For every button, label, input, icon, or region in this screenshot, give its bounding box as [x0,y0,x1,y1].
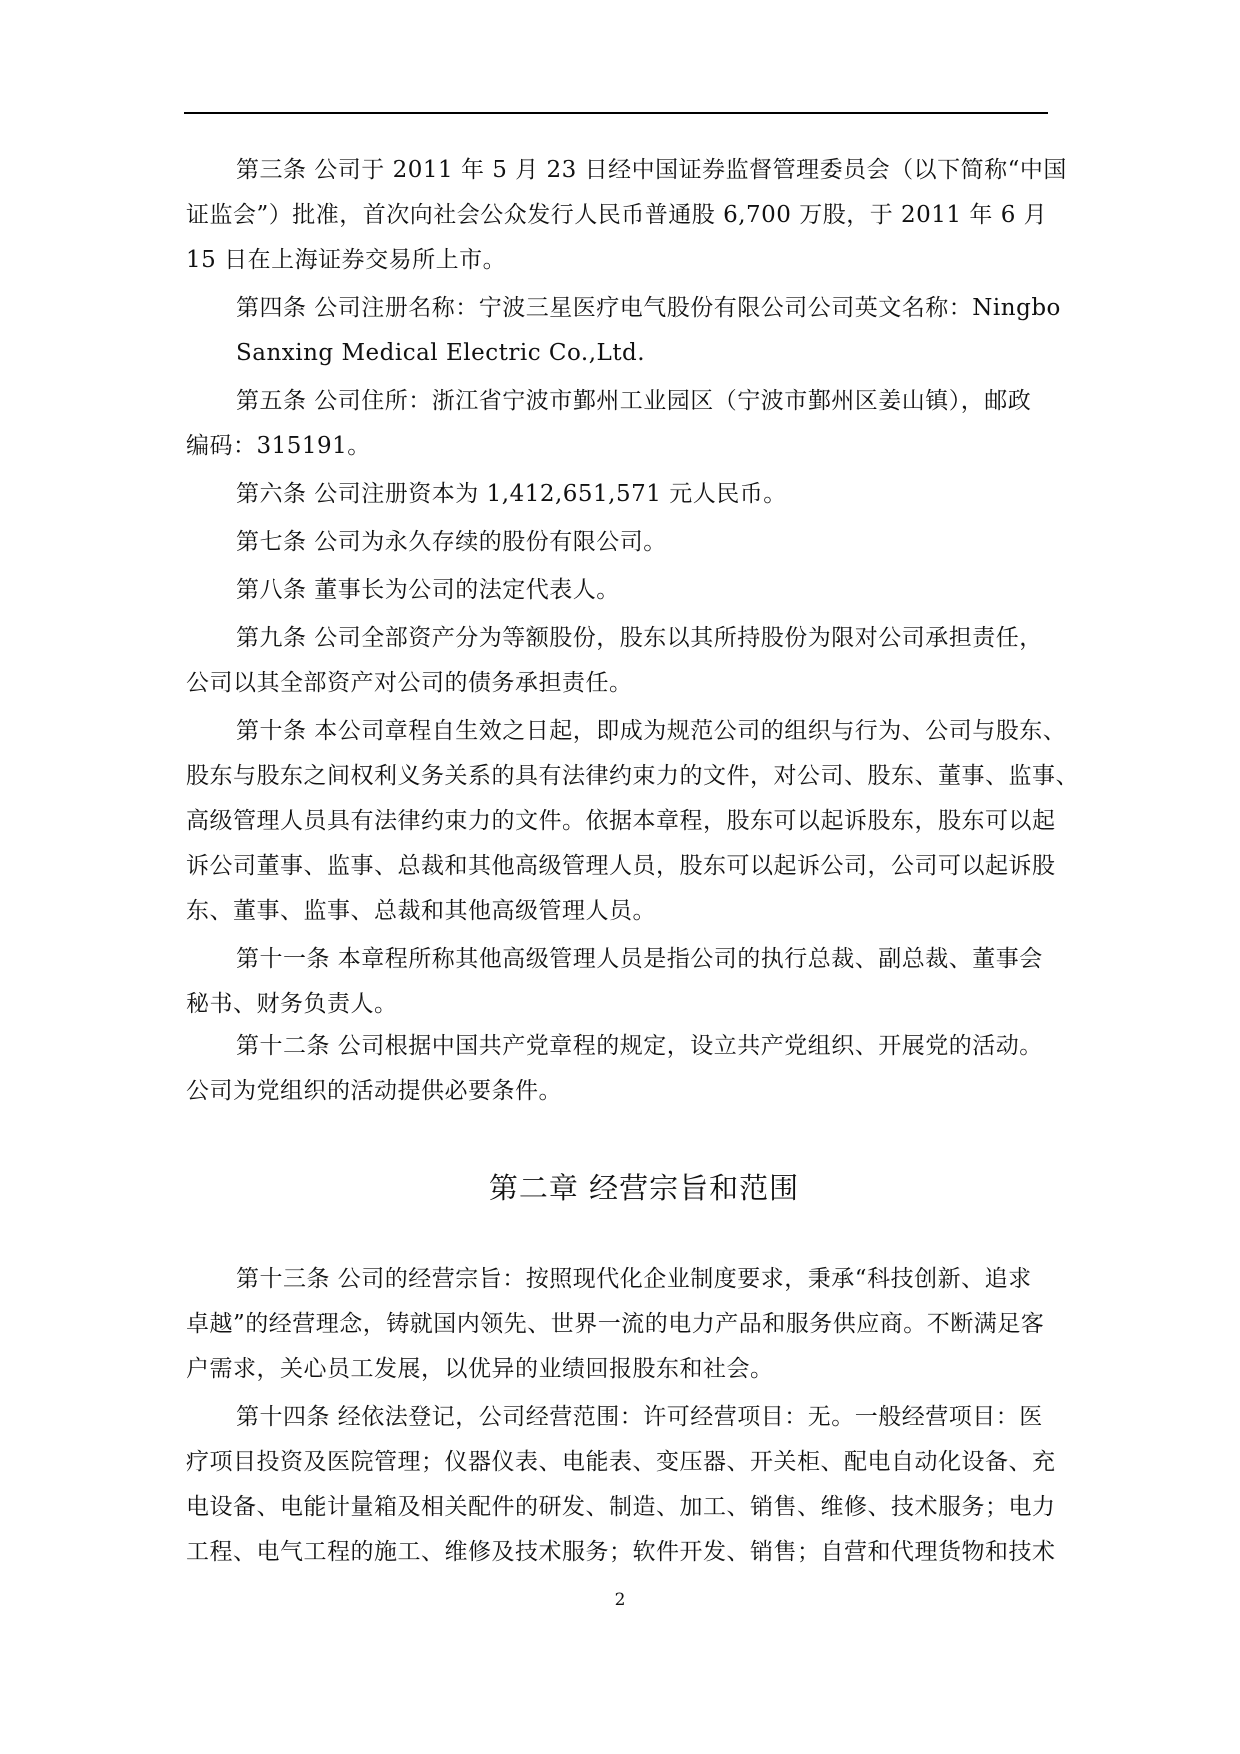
article-line: 第九条 公司全部资产分为等额股份，股东以其所持股份为限对公司承担责任， [236,625,1043,651]
article-line: 第十二条 公司根据中国共产党章程的规定，设立共产党组织、开展党的活动。 [236,1033,1043,1059]
document-body [186,148,1102,1578]
article-paragraph [186,1024,1102,1114]
article-line: 公司为党组织的活动提供必要条件。 [186,1078,562,1104]
article-paragraph [186,520,1102,565]
article-line: 第十条 本公司章程自生效之日起，即成为规范公司的组织与行为、公司与股东、 [236,718,1067,744]
article-line: 秘书、财务负责人。 [186,991,398,1017]
article-line: 第十一条 本章程所称其他高级管理人员是指公司的执行总裁、副总裁、董事会 [236,946,1043,972]
article-line: 高级管理人员具有法律约束力的文件。依据本章程，股东可以起诉股东，股东可以起 [186,808,1056,834]
article-line: 第三条 公司于 2011 年 5 月 23 日经中国证券监督管理委员会（以下简称“中国 [236,157,1067,183]
article-line: 户需求，关心员工发展，以优异的业绩回报股东和社会。 [186,1356,774,1382]
article-paragraph [186,379,1102,469]
article-paragraph [186,1395,1102,1575]
article-line: 公司以其全部资产对公司的债务承担责任。 [186,670,633,696]
article-line: 股东与股东之间权利义务关系的具有法律约束力的文件，对公司、股东、董事、监事、 [186,763,1079,789]
article-line: 第五条 公司住所：浙江省宁波市鄞州工业园区（宁波市鄞州区姜山镇），邮政 [236,388,1032,414]
article-paragraph [186,472,1102,517]
article-paragraph [186,937,1102,1027]
article-line: 工程、电气工程的施工、维修及技术服务；软件开发、销售；自营和代理货物和技术 [186,1539,1056,1565]
article-line: 15 日在上海证券交易所上市。 [186,247,507,273]
article-paragraph [186,148,1102,283]
article-paragraph [186,568,1102,613]
articles-section-1 [186,148,1102,1114]
article-line: 东、董事、监事、总裁和其他高级管理人员。 [186,898,656,924]
article-line: 第六条 公司注册资本为 1,412,651,571 元人民币。 [236,481,787,507]
article-line: 第八条 董事长为公司的法定代表人。 [236,577,620,603]
article-line: 第十三条 公司的经营宗旨：按照现代化企业制度要求，秉承“科技创新、追求 [236,1266,1032,1292]
articles-section-2 [186,1257,1102,1575]
article-line: 证监会”）批准，首次向社会公众发行人民币普通股 6,700 万股，于 2011 年 6 月 [186,202,1048,228]
article-paragraph [186,709,1102,934]
article-line: 第十四条 经依法登记，公司经营范围：许可经营项目：无。一般经营项目：医 [236,1404,1043,1430]
chapter-title: 第二章 经营宗旨和范围 [488,1171,800,1205]
article-line: Sanxing Medical Electric Co.,Ltd. [236,340,646,366]
article-line: 诉公司董事、监事、总裁和其他高级管理人员，股东可以起诉公司，公司可以起诉股 [186,853,1056,879]
article-line: 疗项目投资及医院管理；仪器仪表、电能表、变压器、开关柜、配电自动化设备、充 [186,1449,1056,1475]
article-line: 卓越”的经营理念，铸就国内领先、世界一流的电力产品和服务供应商。不断满足客 [186,1311,1045,1337]
article-line: 电设备、电能计量箱及相关配件的研发、制造、加工、销售、维修、技术服务；电力 [186,1494,1056,1520]
article-paragraph [186,1257,1102,1392]
header-rule [184,112,1048,114]
article-line: 第七条 公司为永久存续的股份有限公司。 [236,529,667,555]
article-paragraph [186,616,1102,706]
article-line: 编码：315191。 [186,433,371,459]
article-paragraph [186,286,1102,376]
page-number: 2 [614,1590,626,1610]
article-line: 第四条 公司注册名称：宁波三星医疗电气股份有限公司公司英文名称：Ningbo [236,295,1061,321]
